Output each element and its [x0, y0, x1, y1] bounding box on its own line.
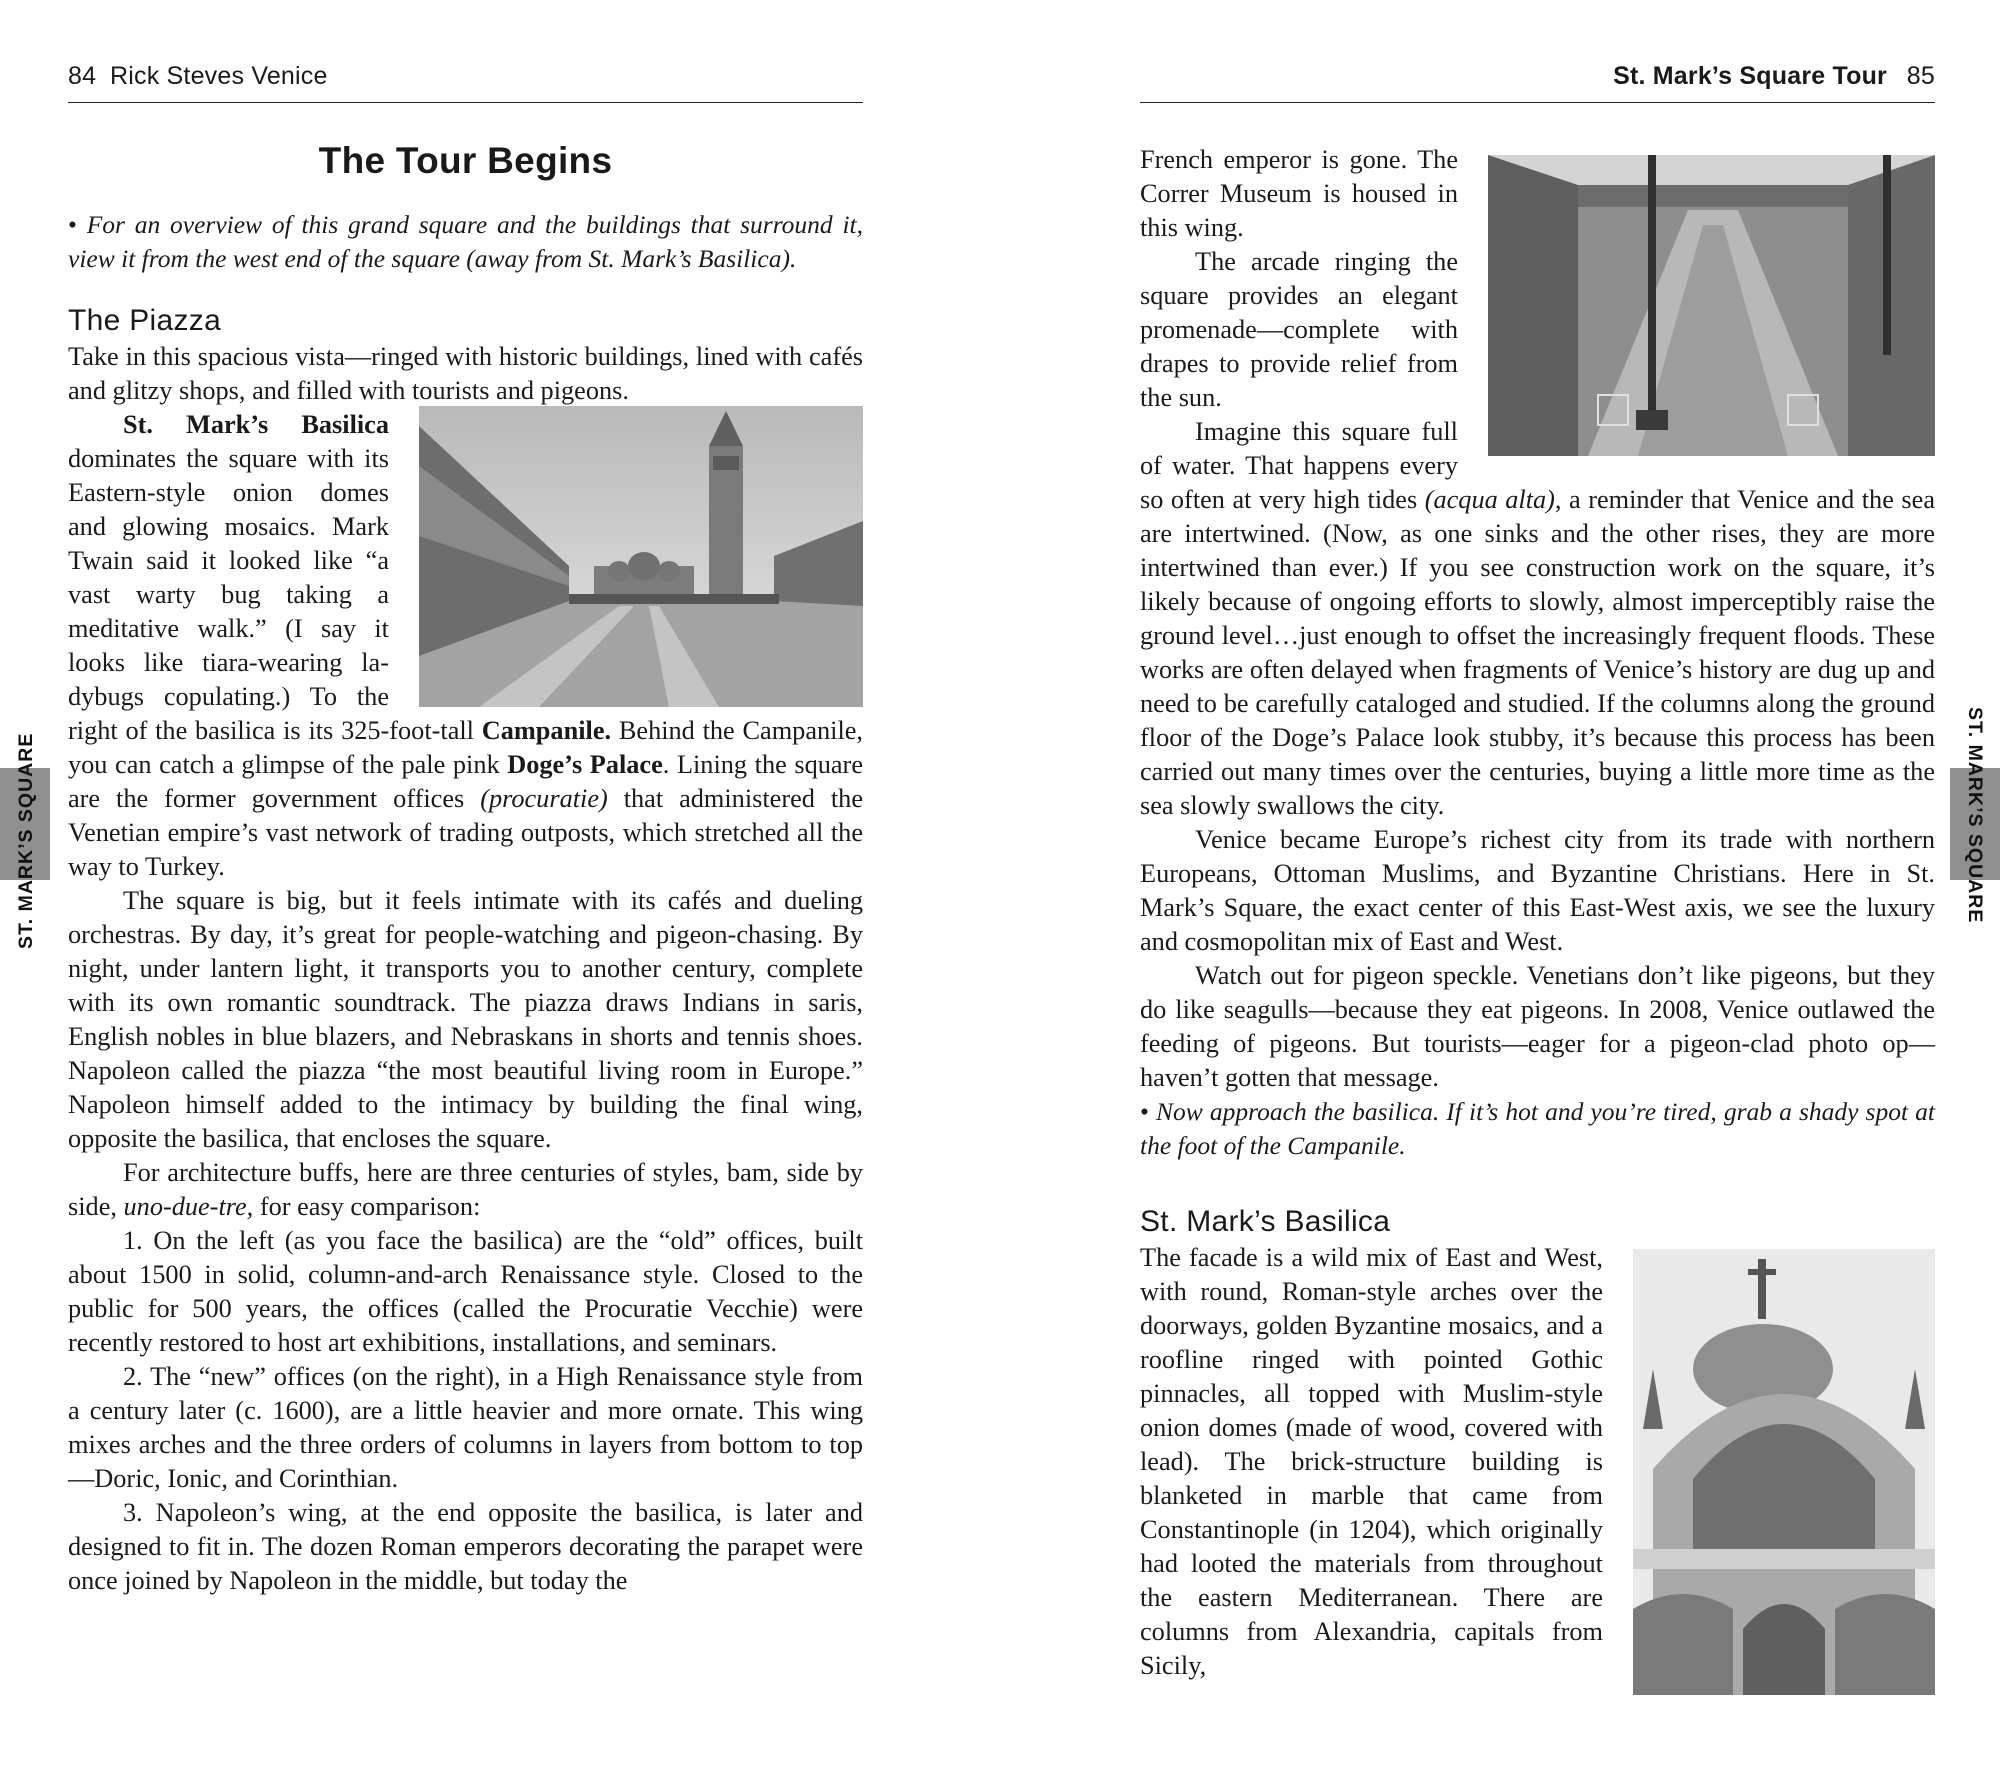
- p3-text-1: Imagine this square full of water. That happens every so often at very high tides: [1140, 417, 1458, 514]
- left-running-head: [68, 58, 863, 103]
- pigeon-paragraph: Watch out for pigeon speckle. Venetians don’t like pigeons, but they do like seagulls—because they eat pigeons. In 2008, Venice outlawed the feeding of pigeons. But tourists—eager for a pigeon-clad photo op—haven’t gotten that message.: [1140, 961, 1935, 1092]
- trade-paragraph: Venice became Europe’s richest city from its trade with northern Europeans, Ottoman Muslims, and Byzantine Christians. Here in St. Mark’s Square, the exact center of this East-West axis, we see the luxury and cosmopolitan mix of East and West.: [1140, 825, 1935, 956]
- left-page-number: 84: [68, 62, 97, 90]
- piazza-paragraph-3: The square is big, but it feels intimate with its cafés and dueling orchestras. By day, it’s great for people-watching and pigeon-chasing. By night, under lantern light, it transports you to another century, complete with its own romantic soundtrack. The piazza draws Indians in saris, English nobles in blue blazers, and Nebraskans in shorts and tennis shoes. Napoleon called the piazza “the most beautiful living room in Europe.” Napoleon himself added to the intimacy by building the final wing, opposite the basilica, that encloses the square.: [68, 886, 863, 1153]
- left-running-title: Rick Steves Venice: [110, 62, 328, 90]
- basilica-paragraph: The facade is a wild mix of East and West, with round, Roman-style arches over the doorways, golden Byzantine mosaics, and a roofline ringed with pointed Gothic pinnacles, all topped with Muslim-style onion domes (made of wood, covered with lead). The brick-structure building is blanketed in marble that came from Constantinople (in 1204), which originally had looted the materials from throughout the eastern Mediterranean. There are columns from Alexandria, capitals from Sicily,: [1140, 1243, 1603, 1680]
- piazza-paragraph-6: 2. The “new” offices (on the right), in a High Renaissance style from a century later (c. 1600), are a little heavier and more ornate. This wing mixes arches and the three orders of columns in layers from bottom to top—Doric, Ionic, and Corinthian.: [68, 1362, 863, 1493]
- tour-title: The Tour Begins: [318, 140, 613, 181]
- right-thumb-tab: [1950, 0, 2000, 1778]
- right-page-number: 85: [1906, 62, 1935, 90]
- right-body: [1140, 143, 1935, 1695]
- italic-procuratie: (procuratie): [480, 784, 608, 813]
- bold-doges-palace: Doge’s Palace: [507, 750, 663, 779]
- instruction-bullet: •: [1140, 1097, 1149, 1126]
- italic-acqua-alta: (acqua alta),: [1424, 485, 1562, 514]
- instruction-bullet: •: [68, 210, 77, 239]
- piazza-paragraph-1: Take in this spacious vista—ringed with historic buildings, lined with cafés and glitzy shops, and filled with tourists and pigeons.: [68, 342, 863, 405]
- piazza-paragraph-4: [68, 1156, 863, 1224]
- left-instruction: [68, 208, 863, 276]
- section-heading-basilica: St. Mark’s Basilica: [1140, 1205, 1391, 1238]
- left-page: [68, 0, 863, 1778]
- piazza-paragraph-5: 1. On the left (as you face the basilica) are the “old” offices, built about 1500 in solid, column-and-arch Renaissance style. Closed to the public for 500 years, the offices (called the Procuratie Vecchie) were recently restored to host art exhibitions, installations, and seminars.: [68, 1226, 863, 1357]
- right-instruction-text: Now approach the basilica. If it’s hot and you’re tired, grab a shady spot at the foot of the Campanile.: [1140, 1097, 1936, 1160]
- section-heading-piazza: The Piazza: [68, 304, 222, 337]
- piazza-paragraph-7: 3. Napoleon’s wing, at the end opposite the basilica, is later and designed to fit in. The dozen Roman emperors decorating the parapet were once joined by Napoleon in the middle, but today the: [68, 1498, 863, 1595]
- left-body: [68, 140, 863, 1598]
- bold-campanile: Campanile.: [481, 716, 612, 745]
- photo-basilica-facade: [1633, 1249, 1935, 1695]
- left-instruction-text: For an overview of this grand square and the buildings that surround it, view it from the west end of the square (away from St. Mark’s Basilica).: [68, 210, 863, 273]
- photo-piazza-campanile: [419, 406, 863, 707]
- p4-text-1: For architecture buffs, here are three centuries of styles, bam, side by side,: [68, 1158, 863, 1221]
- napoleon-wing-continuation: French emperor is gone. The Correr Museum is housed in this wing.: [1140, 145, 1458, 242]
- right-running-head: [1140, 58, 1935, 103]
- right-thumb-tab-label: ST. MARK’S SQUARE: [1964, 707, 1986, 924]
- italic-uno-due-tre: uno-due-tre,: [123, 1192, 254, 1221]
- p2-text-2: Behind the Campanile, you can catch a glimpse of the pale pink: [68, 716, 863, 779]
- right-page: [1140, 0, 1935, 1778]
- photo-flooded-square: [1488, 155, 1935, 456]
- right-running-title: St. Mark’s Square Tour: [1613, 62, 1887, 90]
- acqua-alta-paragraph: [1140, 415, 1935, 823]
- left-thumb-tab: [0, 0, 50, 1778]
- p2-text-4: that administered the Venetian empire’s vast network of trading outposts, which stretched all the way to Turkey.: [68, 784, 863, 881]
- bold-st-marks-basilica: St. Mark’s Basilica: [123, 410, 389, 439]
- arcade-paragraph: The arcade ringing the square provides an elegant promenade—complete with drapes to provide relief from the sun.: [1140, 247, 1458, 412]
- p2-text-3: . Lining the square are the former government offices: [68, 750, 863, 813]
- right-instruction: [1140, 1095, 1935, 1163]
- left-thumb-tab-label: ST. MARK’S SQUARE: [15, 732, 37, 949]
- p4-text-2: for easy comparison:: [253, 1192, 481, 1221]
- p2-text-1: dominates the square with its Eastern-style onion domes and glowing mosaics. Mark Twain said it looked like “a vast warty bug taking a meditative walk.” (I say it looks like tiara-wearing ladybugs copulating.) To the right of the basilica is its 325-foot-tall: [68, 444, 482, 745]
- p3-text-2: a reminder that Venice and the sea are intertwined. (Now, as one sinks and the other rises, they are more intertwined than ever.) If you see construction work on the square, it’s likely because of ongoing efforts to slowly, almost imperceptibly raise the ground level…just enough to offset the increasingly frequent floods. These works are often delayed when fragments of Venice’s history are dug up and need to be carefully cataloged and studied. If the columns along the ground floor of the Doge’s Palace look stubby, it’s because this process has been carried out many times over the centuries, buying a little more time as the sea slowly swallows the city.: [1140, 485, 1935, 820]
